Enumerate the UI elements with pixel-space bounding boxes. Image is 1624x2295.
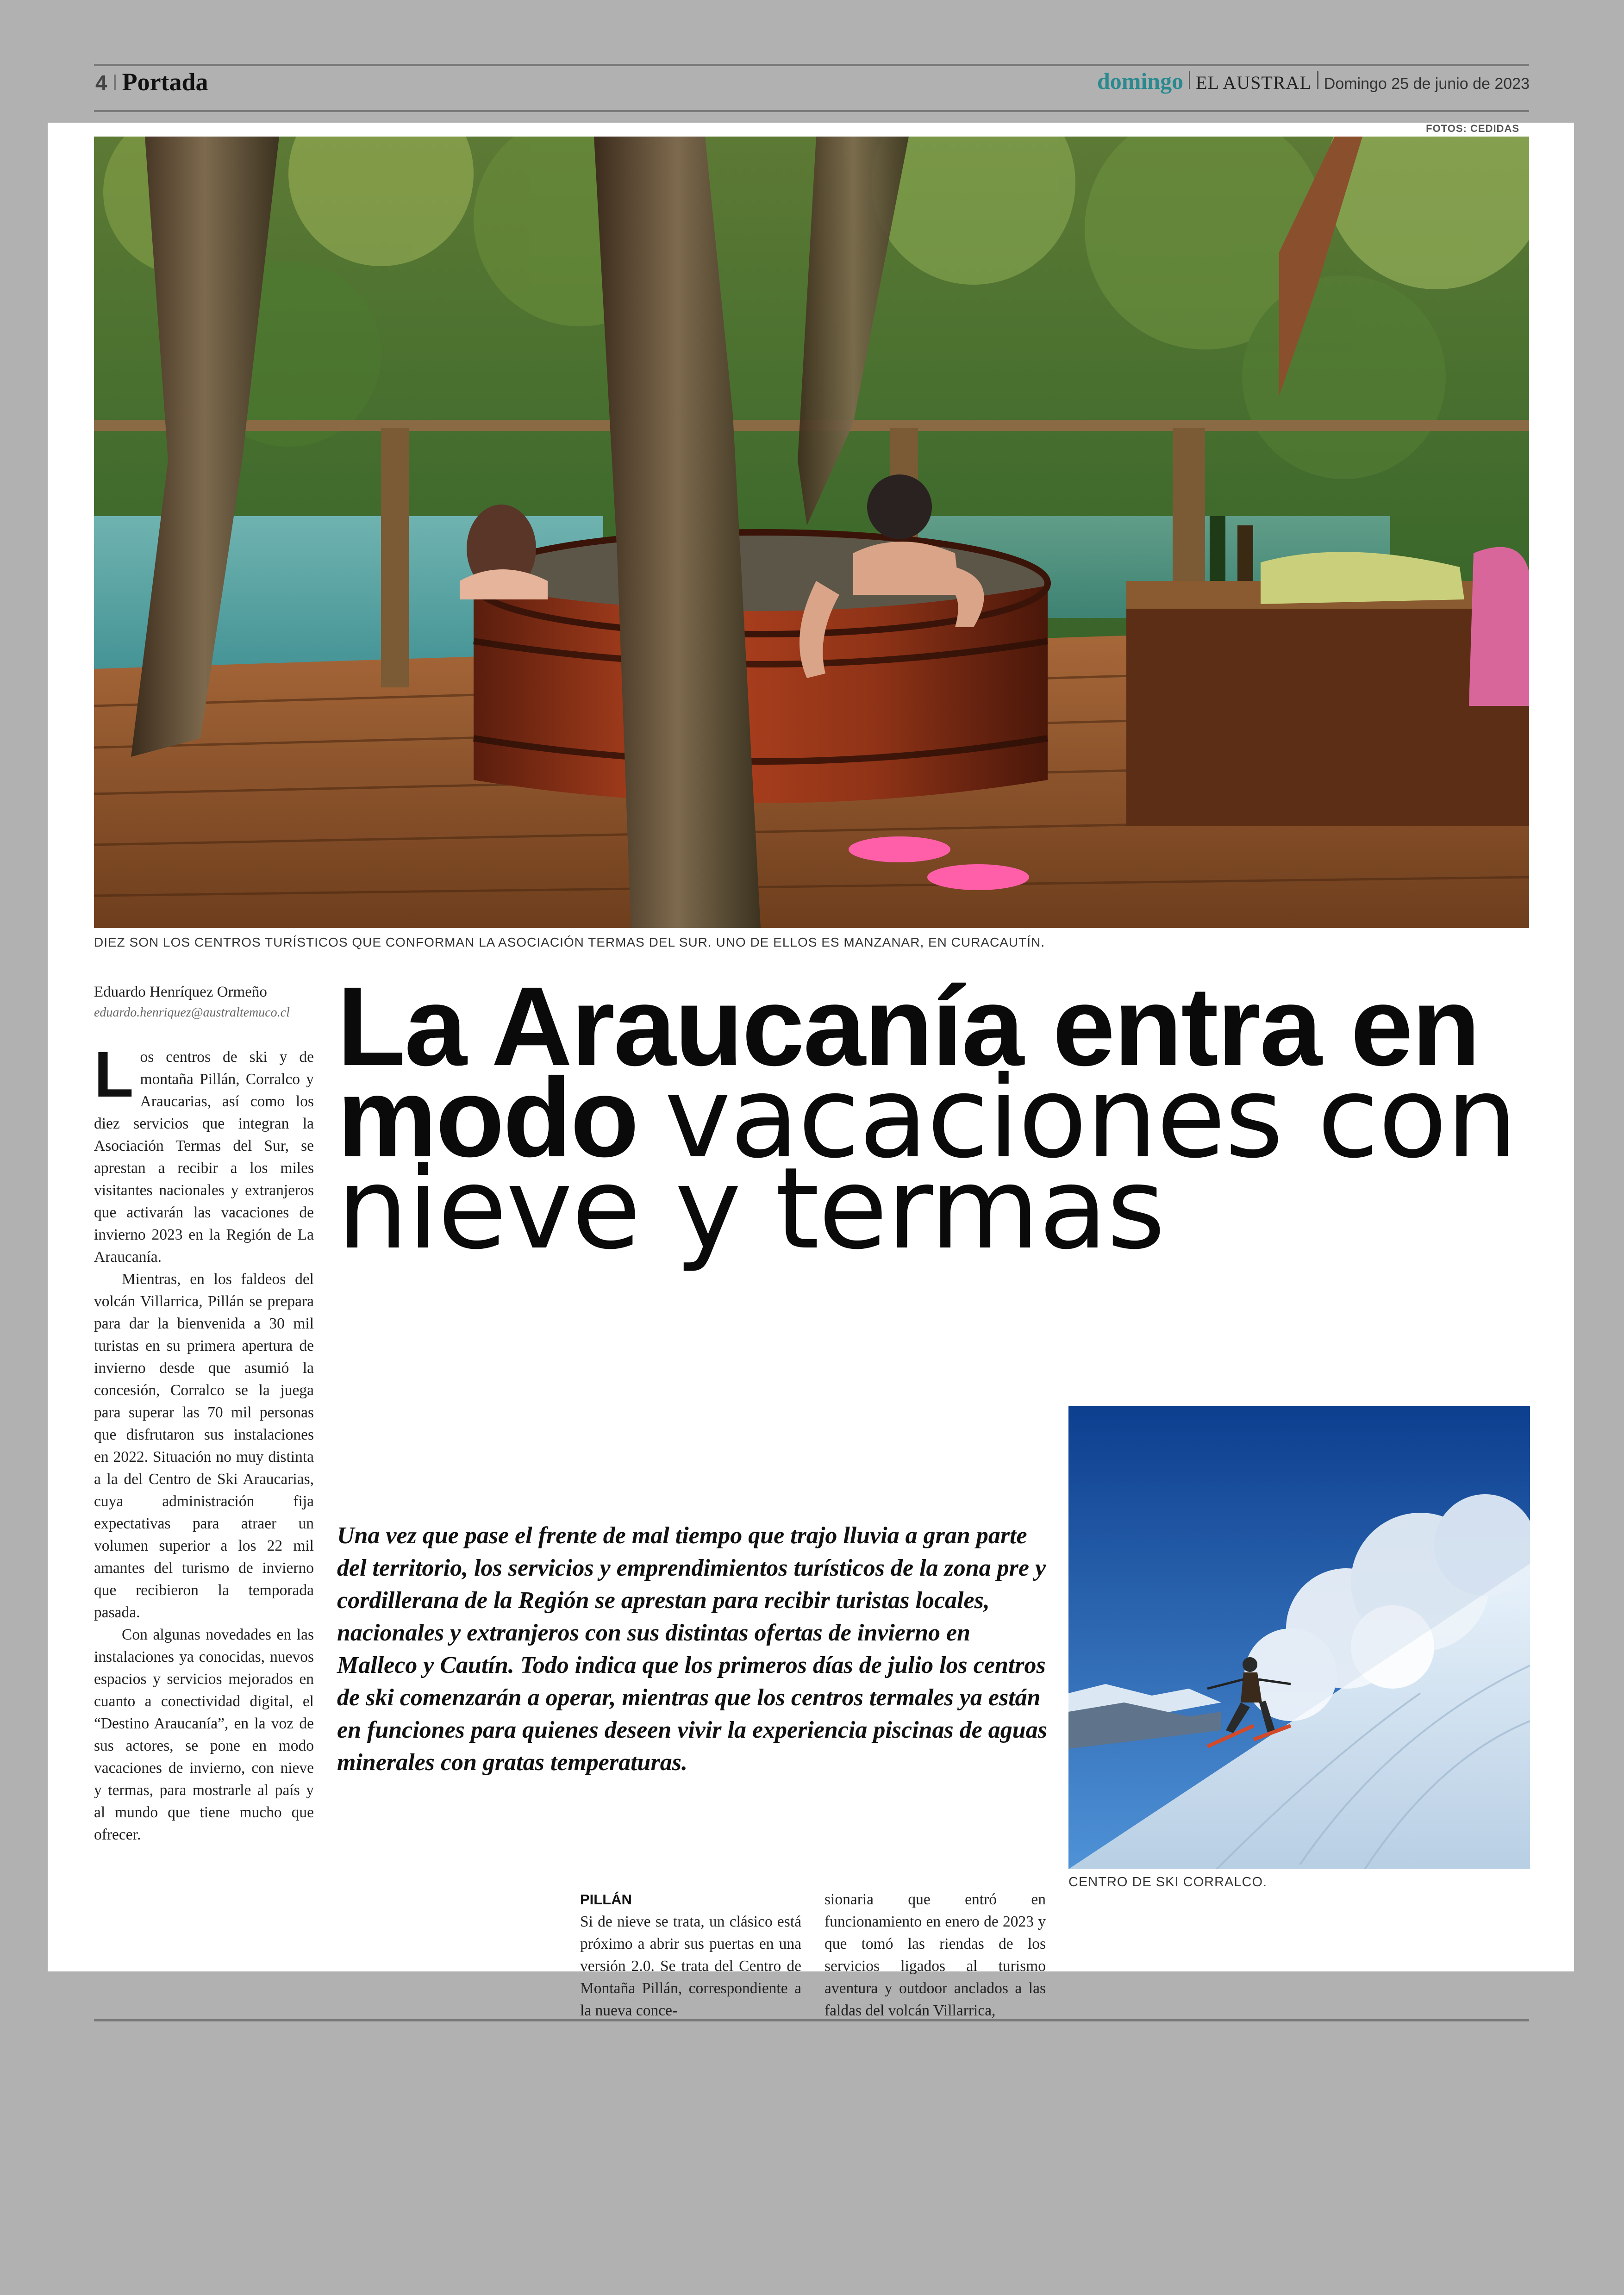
hot-tub-deck-illustration xyxy=(94,137,1529,928)
skier-illustration xyxy=(1068,1406,1530,1869)
header-bottom-rule xyxy=(94,110,1529,112)
pillan-column-2: sionaria que entró en funcionamiento en enero de 2023 y que tomó las riendas de los servicios ligados al turismo aventura y outdoor anclados a las faldas del volcán Villarrica, xyxy=(824,1891,1046,2019)
body-paragraph: Con algunas novedades en las instalaciones ya conocidas, nuevos espacios y servicios mejorados en cuanto a conectividad digital, el “Destino Araucanía”, en la voz de sus actores, se pone en modo vacaciones de invierno, con nieve y termas, para mostrarle al país y al mundo que tiene mucho que ofrecer. xyxy=(94,1626,314,1843)
headline-light: vacaciones con nieve y termas xyxy=(337,1052,1517,1274)
author-name: Eduardo Henríquez Ormeño xyxy=(94,984,267,1000)
page-folio xyxy=(95,68,208,105)
article-sheet xyxy=(48,123,1574,2019)
footer-rule xyxy=(94,2019,1529,2021)
pillan-text-1: Si de nieve se trata, un clásico está próximo a abrir sus puertas en una versión 2.0. Se trata del Centro de Montaña Pillán, correspondiente a la nueva conce- xyxy=(580,1913,801,2019)
author-email: eduardo.henriquez@australtemuco.cl xyxy=(94,1005,290,1020)
issue-date: Domingo 25 de junio de 2023 xyxy=(1324,75,1530,93)
photo-credit: FOTOS: CEDIDAS xyxy=(1426,123,1519,134)
page-number: 4 xyxy=(95,71,107,95)
body-paragraph xyxy=(94,1038,314,1268)
pillan-column-1 xyxy=(580,1889,801,2022)
byline xyxy=(94,984,325,1020)
body-paragraph: Mientras, en los faldeos del volcán Villarrica, Pillán se prepara para dar la bienvenida a 30 mil turistas en su primera apertura de invierno desde que asumió la concesión, Corralco se la juega para superar las 70 mil personas que disfrutaron sus instalaciones en 2022. Situación no muy distinta a la del Centro de Ski Araucarias, cuya administración fija expectativas para atraer un volumen superior a los 22 mil amantes del turismo de invierno que recibieron la temporada pasada. xyxy=(94,1271,314,1621)
folio-divider xyxy=(114,75,116,90)
hero-caption: DIEZ SON LOS CENTROS TURÍSTICOS QUE CONFORMAN LA ASOCIACIÓN TERMAS DEL SUR. UNO DE ELLOS ES MANZANAR, EN CURACAUTÍN. xyxy=(94,935,1045,949)
section-name: Portada xyxy=(122,68,208,96)
masthead-divider xyxy=(1317,71,1318,89)
pillan-subhead: PILLÁN xyxy=(580,1891,632,1908)
ski-photo xyxy=(1068,1406,1530,1869)
header-top-rule xyxy=(94,64,1529,66)
headline-bold: La Araucanía entra en modo xyxy=(337,964,1479,1180)
headline xyxy=(337,964,1550,1274)
newspaper-name: EL AUSTRAL xyxy=(1196,72,1312,93)
masthead-divider xyxy=(1189,71,1190,89)
deck-lead: Una vez que pase el frente de mal tiempo que trajo lluvia a gran parte del territorio, los servicios y emprendimientos turísticos de la zona pre y cordillerana de la Región se aprestan para recibir turistas locales, nacionales y extranjeros con sus distintas ofertas de invierno en Malleco y Cautín. Todo indica que los primeros días de julio los centros de ski comenzarán a operar, mientras que los centros termales ya están en funciones para quienes deseen vivir la experiencia piscinas de aguas minerales con gratas temperaturas. xyxy=(337,1522,1047,1776)
masthead-info xyxy=(1097,68,1530,105)
drop-cap: L xyxy=(94,1038,134,1110)
body-paragraph-text: os centros de ski y de montaña Pillán, Corralco y Araucarias, así como los diez servicios que integran la Asociación Termas del Sur, se aprestan a recibir a los miles visitantes nacionales y extranjeros que activarán las vacaciones de invierno 2023 en la Región de La Araucanía. xyxy=(94,1048,314,1266)
ski-photo-caption: CENTRO DE SKI CORRALCO. xyxy=(1068,1875,1268,1890)
brand-logo: domingo xyxy=(1097,68,1184,94)
hero-photo xyxy=(94,137,1529,928)
body-column xyxy=(94,1038,314,1846)
